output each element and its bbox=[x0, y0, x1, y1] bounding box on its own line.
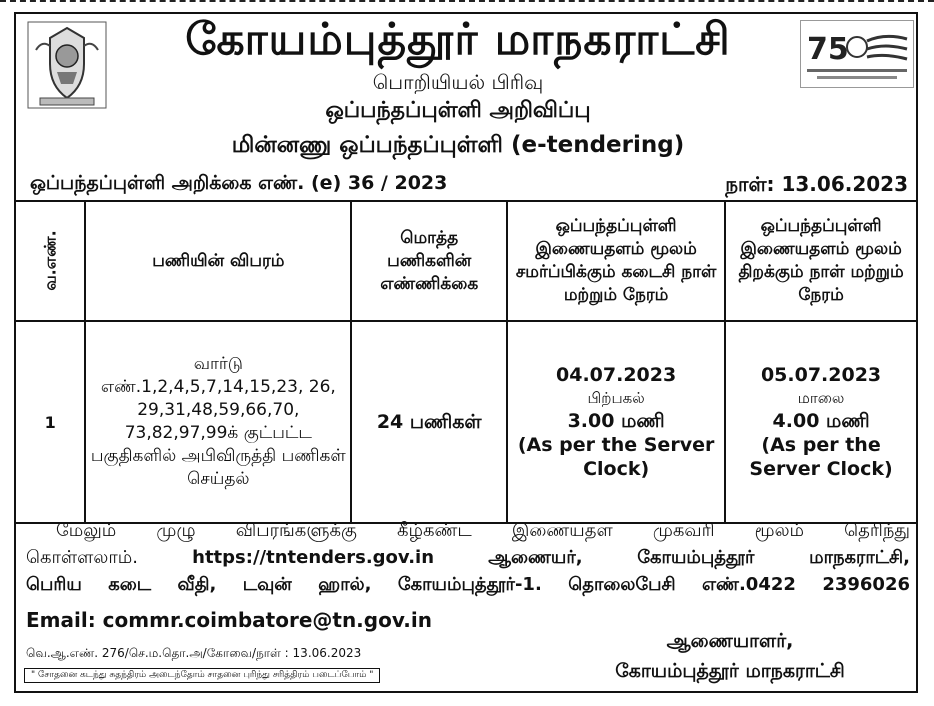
notice-heading: ஒப்பந்தப்புள்ளி அறிவிப்பு bbox=[325, 98, 591, 123]
reference-number: வெ.ஆ.எண். 276/செ.ம.தொ.அ/கோவை/நாள் : 13.06.2023 bbox=[26, 646, 362, 660]
para-line-1: மேலும் முழு விபரங்களுக்கு கீழ்கண்ட இணையதள முகவரி மூலம் தெரிந்து bbox=[56, 520, 910, 541]
para-line-2-start: கொள்ளலாம். bbox=[26, 547, 138, 568]
para-line-2-end: ஆணையர், கோயம்புத்தூர் மாநகராட்சி, bbox=[488, 547, 910, 568]
open-time: 4.00 மணி bbox=[772, 410, 870, 432]
notice-date: நாள்: 13.06.2023 bbox=[725, 172, 908, 196]
sign-org: கோயம்புத்தூர் மாநகராட்சி bbox=[615, 660, 845, 682]
header-work-details: பணியின் விபரம் bbox=[85, 201, 351, 321]
submit-time: 3.00 மணி bbox=[567, 410, 665, 432]
tender-table bbox=[14, 200, 918, 524]
table-header-row bbox=[15, 201, 917, 321]
cut-line bbox=[0, 0, 934, 7]
cell-work-count: 24 பணிகள் bbox=[351, 321, 507, 523]
independence-75-logo-icon bbox=[800, 20, 914, 88]
submit-session: பிற்பகல் bbox=[587, 389, 645, 407]
header-sno: வ.எண். bbox=[15, 201, 85, 321]
signature-block bbox=[580, 626, 880, 686]
para-line-3: பெரிய கடை வீதி, டவுன் ஹால், கோயம்புத்தூர்-1. தொலைபேசி எண்.0422 2396026 bbox=[26, 574, 910, 595]
website-link[interactable]: https://tntenders.gov.in bbox=[192, 547, 435, 568]
cell-work-details: வார்டு எண்.1,2,4,5,7,14,15,23, 26, 29,31,48,59,66,70, 73,82,97,99க் குட்பட்ட பகுதிகளில் அபிவிருத்தி பணிகள் செய்தல் bbox=[85, 321, 351, 523]
email-address[interactable]: Email: commr.coimbatore@tn.gov.in bbox=[26, 608, 432, 632]
cell-submission-deadline bbox=[507, 321, 725, 523]
table-row bbox=[15, 321, 917, 523]
etender-heading: மின்னணு ஒப்பந்தப்புள்ளி (e-tendering) bbox=[231, 132, 685, 158]
slogan-box: " சோதனை கடந்து சுதந்திரம் அடைந்தோம் சாதனை புரிந்து சரித்திரம் படைப்போம் " bbox=[24, 668, 380, 683]
details-paragraph bbox=[26, 517, 910, 598]
header-submission-deadline: ஒப்பந்தப்புள்ளி இணையதளம் மூலம் சமர்ப்பிக்கும் கடைசி நாள் மற்றும் நேரம் bbox=[507, 201, 725, 321]
sign-title: ஆணையாளர், bbox=[666, 630, 794, 652]
cell-sno: 1 bbox=[15, 321, 85, 523]
corporation-emblem-icon bbox=[26, 20, 108, 110]
svg-text:75: 75 bbox=[807, 32, 849, 67]
open-note: (As per the Server Clock) bbox=[749, 434, 893, 480]
department-name: பொறியியல் பிரிவு bbox=[372, 70, 544, 94]
header-work-count: மொத்த பணிகளின் எண்ணிக்கை bbox=[351, 201, 507, 321]
open-date: 05.07.2023 bbox=[760, 364, 882, 386]
open-session: மாலை bbox=[797, 389, 845, 407]
cell-opening-date bbox=[725, 321, 917, 523]
header-opening-date: ஒப்பந்தப்புள்ளி இணையதளம் மூலம் திறக்கும் நாள் மற்றும் நேரம் bbox=[725, 201, 917, 321]
submit-note: (As per the Server Clock) bbox=[517, 434, 715, 480]
corporation-title: கோயம்புத்தூர் மாநகராட்சி bbox=[185, 14, 731, 65]
submit-date: 04.07.2023 bbox=[556, 364, 677, 386]
para-line-2 bbox=[26, 544, 910, 571]
tender-number: ஒப்பந்தப்புள்ளி அறிக்கை எண். (e) 36 / 2023 bbox=[30, 172, 448, 194]
